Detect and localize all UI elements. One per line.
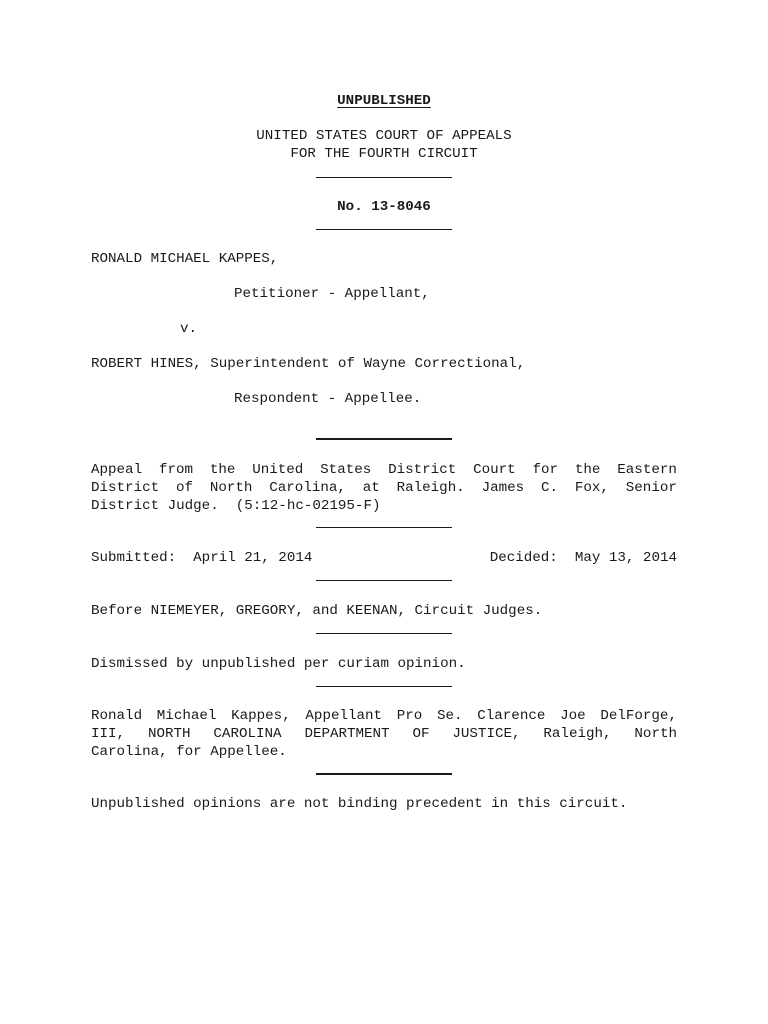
counsel-line-2: III, NORTH CAROLINA DEPARTMENT OF JUSTICE, Raleigh, North — [91, 726, 677, 742]
respondent-name: ROBERT HINES, Superintendent of Wayne Correctional, — [91, 356, 526, 372]
panel-judges: Before NIEMEYER, GREGORY, and KEENAN, Circuit Judges. — [91, 603, 543, 619]
unpublished-label: UNPUBLISHED — [337, 93, 431, 109]
disposition: Dismissed by unpublished per curiam opinion. — [91, 656, 466, 672]
appeal-line-1: Appeal from the United States District Court for the Eastern — [91, 462, 677, 478]
court-name-line1: UNITED STATES COURT OF APPEALS — [256, 128, 512, 144]
counsel-line-1: Ronald Michael Kappes, Appellant Pro Se. Clarence Joe DelForge, — [91, 708, 677, 724]
versus: v. — [180, 321, 198, 337]
divider — [316, 438, 452, 440]
case-number: No. 13-8046 — [337, 199, 431, 215]
divider — [316, 229, 452, 230]
divider — [316, 686, 452, 687]
counsel-line-3: Carolina, for Appellee. — [91, 744, 287, 760]
divider — [316, 773, 452, 775]
appeal-line-3: District Judge. (5:12-hc-02195-F) — [91, 498, 381, 514]
petitioner-role: Petitioner - Appellant, — [234, 286, 430, 302]
divider — [316, 177, 452, 178]
respondent-role: Respondent - Appellee. — [234, 391, 422, 407]
submitted-date: Submitted: April 21, 2014 — [91, 550, 313, 566]
divider — [316, 633, 452, 634]
precedent-notice: Unpublished opinions are not binding precedent in this circuit. — [91, 796, 628, 812]
dates-row — [91, 549, 677, 567]
divider — [316, 580, 452, 581]
counsel-paragraph — [91, 707, 677, 761]
decided-date: Decided: May 13, 2014 — [489, 550, 677, 566]
appeal-paragraph — [91, 461, 677, 515]
appeal-line-2: District of North Carolina, at Raleigh. James C. Fox, Senior — [91, 480, 677, 496]
petitioner-name: RONALD MICHAEL KAPPES, — [91, 251, 279, 267]
court-name-line2: FOR THE FOURTH CIRCUIT — [290, 146, 478, 162]
divider — [316, 527, 452, 528]
